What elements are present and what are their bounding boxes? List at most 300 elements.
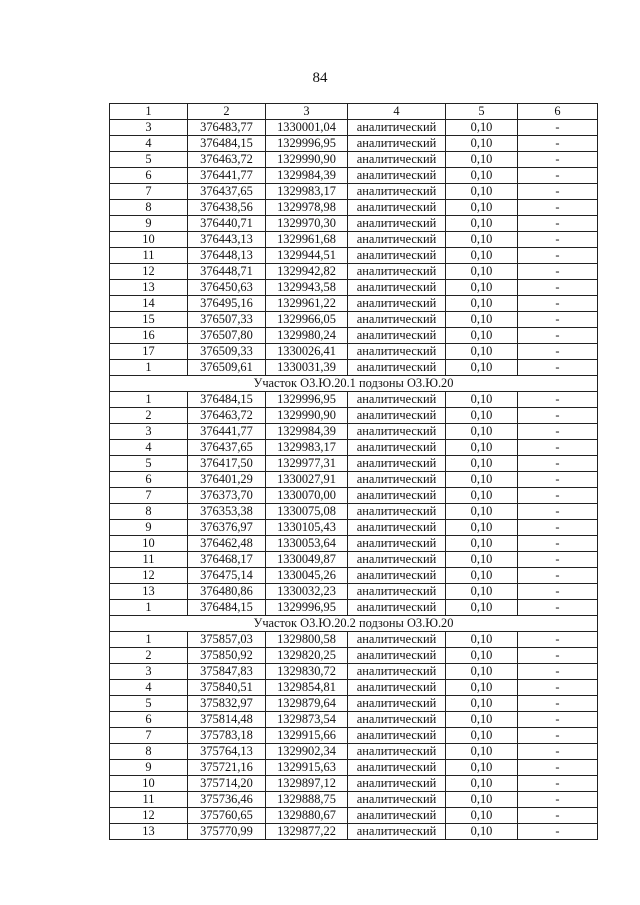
point-number-cell: 12 xyxy=(110,568,188,584)
point-number-cell: 1 xyxy=(110,360,188,376)
accuracy-cell: 0,10 xyxy=(446,536,518,552)
table-row xyxy=(110,664,598,680)
coord-x-cell: 375760,65 xyxy=(188,808,266,824)
method-cell: аналитический xyxy=(348,328,446,344)
method-cell: аналитический xyxy=(348,280,446,296)
note-cell: - xyxy=(518,536,598,552)
note-cell: - xyxy=(518,248,598,264)
note-cell: - xyxy=(518,664,598,680)
note-cell: - xyxy=(518,776,598,792)
accuracy-cell: 0,10 xyxy=(446,600,518,616)
coord-x-cell: 376463,72 xyxy=(188,408,266,424)
table-header-row xyxy=(110,104,598,120)
method-cell: аналитический xyxy=(348,568,446,584)
note-cell: - xyxy=(518,600,598,616)
header-cell: 3 xyxy=(266,104,348,120)
point-number-cell: 1 xyxy=(110,392,188,408)
note-cell: - xyxy=(518,152,598,168)
accuracy-cell: 0,10 xyxy=(446,824,518,840)
method-cell: аналитический xyxy=(348,504,446,520)
point-number-cell: 11 xyxy=(110,552,188,568)
point-number-cell: 13 xyxy=(110,824,188,840)
coord-x-cell: 376437,65 xyxy=(188,184,266,200)
coord-y-cell: 1329966,05 xyxy=(266,312,348,328)
accuracy-cell: 0,10 xyxy=(446,280,518,296)
table-row xyxy=(110,280,598,296)
coord-y-cell: 1330001,04 xyxy=(266,120,348,136)
coord-y-cell: 1329961,68 xyxy=(266,232,348,248)
coord-y-cell: 1329996,95 xyxy=(266,392,348,408)
method-cell: аналитический xyxy=(348,232,446,248)
accuracy-cell: 0,10 xyxy=(446,664,518,680)
point-number-cell: 10 xyxy=(110,536,188,552)
section-title-row xyxy=(110,376,598,392)
accuracy-cell: 0,10 xyxy=(446,792,518,808)
point-number-cell: 7 xyxy=(110,728,188,744)
accuracy-cell: 0,10 xyxy=(446,200,518,216)
note-cell: - xyxy=(518,728,598,744)
coord-x-cell: 375847,83 xyxy=(188,664,266,680)
coord-y-cell: 1329888,75 xyxy=(266,792,348,808)
method-cell: аналитический xyxy=(348,120,446,136)
accuracy-cell: 0,10 xyxy=(446,504,518,520)
point-number-cell: 7 xyxy=(110,184,188,200)
note-cell: - xyxy=(518,632,598,648)
point-number-cell: 4 xyxy=(110,136,188,152)
point-number-cell: 2 xyxy=(110,648,188,664)
accuracy-cell: 0,10 xyxy=(446,744,518,760)
coord-y-cell: 1329897,12 xyxy=(266,776,348,792)
table-row xyxy=(110,520,598,536)
note-cell: - xyxy=(518,504,598,520)
table-row xyxy=(110,168,598,184)
table-row xyxy=(110,120,598,136)
coord-y-cell: 1330070,00 xyxy=(266,488,348,504)
table-row xyxy=(110,344,598,360)
table-row xyxy=(110,360,598,376)
method-cell: аналитический xyxy=(348,200,446,216)
note-cell: - xyxy=(518,440,598,456)
coord-x-cell: 376484,15 xyxy=(188,600,266,616)
table-row xyxy=(110,552,598,568)
note-cell: - xyxy=(518,232,598,248)
method-cell: аналитический xyxy=(348,456,446,472)
coord-x-cell: 375857,03 xyxy=(188,632,266,648)
method-cell: аналитический xyxy=(348,168,446,184)
coord-x-cell: 376495,16 xyxy=(188,296,266,312)
point-number-cell: 3 xyxy=(110,424,188,440)
table-row xyxy=(110,824,598,840)
note-cell: - xyxy=(518,488,598,504)
method-cell: аналитический xyxy=(348,472,446,488)
note-cell: - xyxy=(518,568,598,584)
point-number-cell: 3 xyxy=(110,120,188,136)
accuracy-cell: 0,10 xyxy=(446,568,518,584)
coord-x-cell: 375814,48 xyxy=(188,712,266,728)
note-cell: - xyxy=(518,552,598,568)
coord-y-cell: 1330026,41 xyxy=(266,344,348,360)
point-number-cell: 12 xyxy=(110,264,188,280)
note-cell: - xyxy=(518,120,598,136)
coord-y-cell: 1329915,66 xyxy=(266,728,348,744)
coord-x-cell: 376509,61 xyxy=(188,360,266,376)
point-number-cell: 1 xyxy=(110,632,188,648)
accuracy-cell: 0,10 xyxy=(446,120,518,136)
note-cell: - xyxy=(518,696,598,712)
coord-y-cell: 1329984,39 xyxy=(266,168,348,184)
note-cell: - xyxy=(518,584,598,600)
coord-y-cell: 1329977,31 xyxy=(266,456,348,472)
accuracy-cell: 0,10 xyxy=(446,296,518,312)
coord-x-cell: 376417,50 xyxy=(188,456,266,472)
coord-y-cell: 1329983,17 xyxy=(266,440,348,456)
coord-x-cell: 375764,13 xyxy=(188,744,266,760)
coord-x-cell: 375783,18 xyxy=(188,728,266,744)
method-cell: аналитический xyxy=(348,536,446,552)
coord-y-cell: 1330053,64 xyxy=(266,536,348,552)
point-number-cell: 5 xyxy=(110,152,188,168)
note-cell: - xyxy=(518,392,598,408)
note-cell: - xyxy=(518,360,598,376)
table-row xyxy=(110,744,598,760)
point-number-cell: 7 xyxy=(110,488,188,504)
coord-y-cell: 1329996,95 xyxy=(266,600,348,616)
coord-x-cell: 375721,16 xyxy=(188,760,266,776)
table-row xyxy=(110,504,598,520)
coord-x-cell: 376484,15 xyxy=(188,136,266,152)
coord-y-cell: 1329944,51 xyxy=(266,248,348,264)
table-row xyxy=(110,424,598,440)
table-row xyxy=(110,568,598,584)
accuracy-cell: 0,10 xyxy=(446,648,518,664)
note-cell: - xyxy=(518,712,598,728)
coord-x-cell: 375770,99 xyxy=(188,824,266,840)
coord-x-cell: 375736,46 xyxy=(188,792,266,808)
method-cell: аналитический xyxy=(348,648,446,664)
point-number-cell: 4 xyxy=(110,440,188,456)
table-row xyxy=(110,440,598,456)
method-cell: аналитический xyxy=(348,360,446,376)
table-row xyxy=(110,760,598,776)
accuracy-cell: 0,10 xyxy=(446,488,518,504)
coord-x-cell: 376448,71 xyxy=(188,264,266,280)
method-cell: аналитический xyxy=(348,776,446,792)
coord-y-cell: 1330045,26 xyxy=(266,568,348,584)
coord-y-cell: 1329800,58 xyxy=(266,632,348,648)
method-cell: аналитический xyxy=(348,520,446,536)
point-number-cell: 16 xyxy=(110,328,188,344)
point-number-cell: 9 xyxy=(110,760,188,776)
coord-x-cell: 375832,97 xyxy=(188,696,266,712)
method-cell: аналитический xyxy=(348,744,446,760)
note-cell: - xyxy=(518,264,598,280)
method-cell: аналитический xyxy=(348,664,446,680)
accuracy-cell: 0,10 xyxy=(446,264,518,280)
method-cell: аналитический xyxy=(348,792,446,808)
method-cell: аналитический xyxy=(348,216,446,232)
method-cell: аналитический xyxy=(348,184,446,200)
method-cell: аналитический xyxy=(348,632,446,648)
point-number-cell: 12 xyxy=(110,808,188,824)
note-cell: - xyxy=(518,216,598,232)
table-row xyxy=(110,392,598,408)
table-row xyxy=(110,328,598,344)
note-cell: - xyxy=(518,344,598,360)
method-cell: аналитический xyxy=(348,600,446,616)
coord-y-cell: 1329990,90 xyxy=(266,152,348,168)
note-cell: - xyxy=(518,456,598,472)
header-cell: 5 xyxy=(446,104,518,120)
note-cell: - xyxy=(518,824,598,840)
accuracy-cell: 0,10 xyxy=(446,760,518,776)
note-cell: - xyxy=(518,328,598,344)
table-row xyxy=(110,680,598,696)
table-row xyxy=(110,184,598,200)
coord-y-cell: 1330032,23 xyxy=(266,584,348,600)
table-row xyxy=(110,200,598,216)
coord-x-cell: 375714,20 xyxy=(188,776,266,792)
coord-x-cell: 376373,70 xyxy=(188,488,266,504)
point-number-cell: 8 xyxy=(110,200,188,216)
page-number: 84 xyxy=(312,70,328,86)
table-row xyxy=(110,232,598,248)
accuracy-cell: 0,10 xyxy=(446,216,518,232)
table-row xyxy=(110,536,598,552)
method-cell: аналитический xyxy=(348,824,446,840)
note-cell: - xyxy=(518,680,598,696)
header-cell: 2 xyxy=(188,104,266,120)
coord-y-cell: 1330027,91 xyxy=(266,472,348,488)
accuracy-cell: 0,10 xyxy=(446,632,518,648)
accuracy-cell: 0,10 xyxy=(446,696,518,712)
coord-y-cell: 1330049,87 xyxy=(266,552,348,568)
coord-y-cell: 1329996,95 xyxy=(266,136,348,152)
coord-x-cell: 376509,33 xyxy=(188,344,266,360)
coord-x-cell: 376507,80 xyxy=(188,328,266,344)
coord-y-cell: 1329877,22 xyxy=(266,824,348,840)
point-number-cell: 9 xyxy=(110,216,188,232)
note-cell: - xyxy=(518,312,598,328)
coord-y-cell: 1329879,64 xyxy=(266,696,348,712)
table-row xyxy=(110,152,598,168)
note-cell: - xyxy=(518,408,598,424)
coord-x-cell: 376441,77 xyxy=(188,168,266,184)
coord-x-cell: 376463,72 xyxy=(188,152,266,168)
method-cell: аналитический xyxy=(348,440,446,456)
accuracy-cell: 0,10 xyxy=(446,712,518,728)
accuracy-cell: 0,10 xyxy=(446,520,518,536)
point-number-cell: 5 xyxy=(110,696,188,712)
table-row xyxy=(110,312,598,328)
method-cell: аналитический xyxy=(348,808,446,824)
accuracy-cell: 0,10 xyxy=(446,456,518,472)
accuracy-cell: 0,10 xyxy=(446,472,518,488)
method-cell: аналитический xyxy=(348,712,446,728)
method-cell: аналитический xyxy=(348,312,446,328)
coord-x-cell: 376401,29 xyxy=(188,472,266,488)
accuracy-cell: 0,10 xyxy=(446,552,518,568)
coord-y-cell: 1329880,67 xyxy=(266,808,348,824)
coordinates-table xyxy=(109,103,598,840)
point-number-cell: 8 xyxy=(110,504,188,520)
accuracy-cell: 0,10 xyxy=(446,312,518,328)
coord-y-cell: 1329942,82 xyxy=(266,264,348,280)
point-number-cell: 13 xyxy=(110,584,188,600)
accuracy-cell: 0,10 xyxy=(446,392,518,408)
accuracy-cell: 0,10 xyxy=(446,408,518,424)
note-cell: - xyxy=(518,744,598,760)
note-cell: - xyxy=(518,520,598,536)
table-row xyxy=(110,808,598,824)
point-number-cell: 10 xyxy=(110,776,188,792)
table-row xyxy=(110,136,598,152)
coord-x-cell: 376480,86 xyxy=(188,584,266,600)
header-cell: 1 xyxy=(110,104,188,120)
method-cell: аналитический xyxy=(348,552,446,568)
header-cell: 6 xyxy=(518,104,598,120)
table-row xyxy=(110,296,598,312)
point-number-cell: 1 xyxy=(110,600,188,616)
coord-x-cell: 376462,48 xyxy=(188,536,266,552)
coord-x-cell: 376448,13 xyxy=(188,248,266,264)
coord-x-cell: 376475,14 xyxy=(188,568,266,584)
coord-y-cell: 1330105,43 xyxy=(266,520,348,536)
method-cell: аналитический xyxy=(348,344,446,360)
accuracy-cell: 0,10 xyxy=(446,184,518,200)
table-row xyxy=(110,264,598,280)
table-row xyxy=(110,216,598,232)
coord-x-cell: 376468,17 xyxy=(188,552,266,568)
coord-y-cell: 1329984,39 xyxy=(266,424,348,440)
accuracy-cell: 0,10 xyxy=(446,232,518,248)
coord-x-cell: 376376,97 xyxy=(188,520,266,536)
note-cell: - xyxy=(518,648,598,664)
coord-y-cell: 1329983,17 xyxy=(266,184,348,200)
accuracy-cell: 0,10 xyxy=(446,424,518,440)
method-cell: аналитический xyxy=(348,760,446,776)
coord-y-cell: 1329830,72 xyxy=(266,664,348,680)
point-number-cell: 14 xyxy=(110,296,188,312)
table-body xyxy=(110,104,598,840)
coord-y-cell: 1329961,22 xyxy=(266,296,348,312)
coord-x-cell: 375840,51 xyxy=(188,680,266,696)
accuracy-cell: 0,10 xyxy=(446,168,518,184)
note-cell: - xyxy=(518,136,598,152)
coord-y-cell: 1330075,08 xyxy=(266,504,348,520)
point-number-cell: 10 xyxy=(110,232,188,248)
table-row xyxy=(110,776,598,792)
accuracy-cell: 0,10 xyxy=(446,776,518,792)
note-cell: - xyxy=(518,472,598,488)
section-title-row xyxy=(110,616,598,632)
point-number-cell: 15 xyxy=(110,312,188,328)
method-cell: аналитический xyxy=(348,488,446,504)
coord-x-cell: 376437,65 xyxy=(188,440,266,456)
accuracy-cell: 0,10 xyxy=(446,440,518,456)
coord-x-cell: 376484,15 xyxy=(188,392,266,408)
method-cell: аналитический xyxy=(348,264,446,280)
accuracy-cell: 0,10 xyxy=(446,728,518,744)
coord-y-cell: 1329854,81 xyxy=(266,680,348,696)
accuracy-cell: 0,10 xyxy=(446,360,518,376)
method-cell: аналитический xyxy=(348,408,446,424)
coord-x-cell: 376483,77 xyxy=(188,120,266,136)
accuracy-cell: 0,10 xyxy=(446,152,518,168)
point-number-cell: 6 xyxy=(110,712,188,728)
coord-x-cell: 376438,56 xyxy=(188,200,266,216)
coord-y-cell: 1330031,39 xyxy=(266,360,348,376)
point-number-cell: 11 xyxy=(110,248,188,264)
point-number-cell: 11 xyxy=(110,792,188,808)
method-cell: аналитический xyxy=(348,680,446,696)
method-cell: аналитический xyxy=(348,152,446,168)
method-cell: аналитический xyxy=(348,424,446,440)
coord-x-cell: 376507,33 xyxy=(188,312,266,328)
coord-y-cell: 1329970,30 xyxy=(266,216,348,232)
coord-x-cell: 376450,63 xyxy=(188,280,266,296)
point-number-cell: 2 xyxy=(110,408,188,424)
table-row xyxy=(110,712,598,728)
accuracy-cell: 0,10 xyxy=(446,136,518,152)
header-cell: 4 xyxy=(348,104,446,120)
table-row xyxy=(110,632,598,648)
method-cell: аналитический xyxy=(348,392,446,408)
note-cell: - xyxy=(518,280,598,296)
coord-y-cell: 1329980,24 xyxy=(266,328,348,344)
method-cell: аналитический xyxy=(348,296,446,312)
table-row xyxy=(110,456,598,472)
coord-x-cell: 375850,92 xyxy=(188,648,266,664)
note-cell: - xyxy=(518,168,598,184)
accuracy-cell: 0,10 xyxy=(446,680,518,696)
accuracy-cell: 0,10 xyxy=(446,248,518,264)
table-row xyxy=(110,696,598,712)
coord-x-cell: 376443,13 xyxy=(188,232,266,248)
table-row xyxy=(110,248,598,264)
coord-y-cell: 1329943,58 xyxy=(266,280,348,296)
table-row xyxy=(110,600,598,616)
table-row xyxy=(110,408,598,424)
table-row xyxy=(110,472,598,488)
point-number-cell: 5 xyxy=(110,456,188,472)
note-cell: - xyxy=(518,808,598,824)
note-cell: - xyxy=(518,792,598,808)
table-row xyxy=(110,488,598,504)
method-cell: аналитический xyxy=(348,696,446,712)
coord-y-cell: 1329990,90 xyxy=(266,408,348,424)
coord-y-cell: 1329978,98 xyxy=(266,200,348,216)
accuracy-cell: 0,10 xyxy=(446,328,518,344)
point-number-cell: 4 xyxy=(110,680,188,696)
table-row xyxy=(110,584,598,600)
point-number-cell: 3 xyxy=(110,664,188,680)
note-cell: - xyxy=(518,200,598,216)
section-title: Участок О3.Ю.20.1 подзоны О3.Ю.20 xyxy=(110,376,598,392)
accuracy-cell: 0,10 xyxy=(446,584,518,600)
note-cell: - xyxy=(518,296,598,312)
section-title: Участок О3.Ю.20.2 подзоны О3.Ю.20 xyxy=(110,616,598,632)
table-row xyxy=(110,728,598,744)
coord-y-cell: 1329915,63 xyxy=(266,760,348,776)
method-cell: аналитический xyxy=(348,584,446,600)
coord-y-cell: 1329902,34 xyxy=(266,744,348,760)
note-cell: - xyxy=(518,424,598,440)
note-cell: - xyxy=(518,760,598,776)
table-row xyxy=(110,792,598,808)
point-number-cell: 17 xyxy=(110,344,188,360)
coord-x-cell: 376440,71 xyxy=(188,216,266,232)
coord-y-cell: 1329820,25 xyxy=(266,648,348,664)
